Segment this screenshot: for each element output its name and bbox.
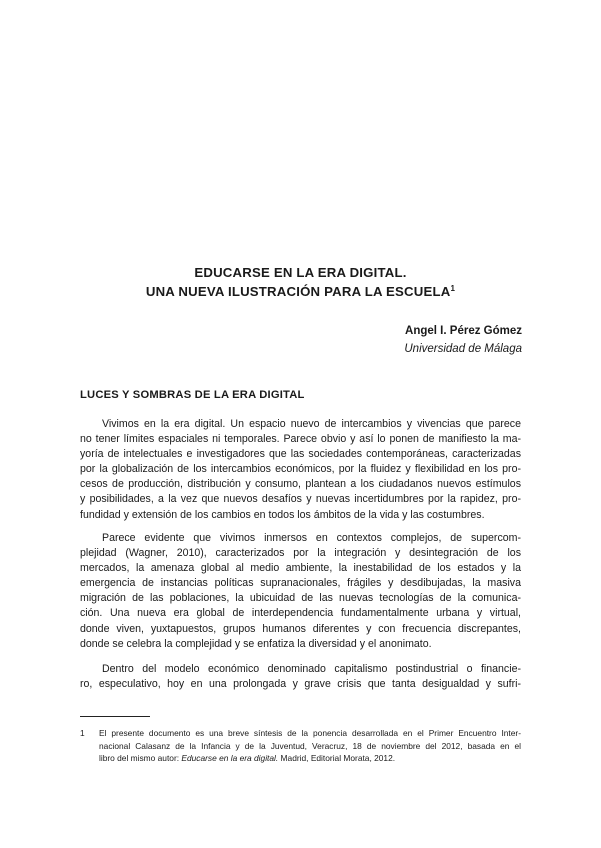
footnote-line-prefix: libro del mismo autor: xyxy=(99,753,182,764)
footnote-line xyxy=(99,752,521,765)
section-heading: LUCES Y SOMBRAS DE LA ERA DIGITAL xyxy=(80,389,305,401)
footnote-divider xyxy=(80,716,150,717)
paragraph-line: yoría de intelectuales e investigadores que las sociedades contemporáneas, caracterizadas xyxy=(80,448,521,461)
paragraph-line: fundidad y extensión de los cambios en todos los ámbitos de la vida y las costumbres. xyxy=(80,508,485,521)
paragraph-line: migración de las poblaciones, la ubicuidad de las nuevas tecnologías de la comunica- xyxy=(80,592,521,605)
paragraph-line: ro, especulativo, hoy en una prolongada y grave crisis que tanta desigualdad y sufri- xyxy=(80,678,521,691)
footnote-line-suffix: Madrid, Editorial Morata, 2012. xyxy=(278,753,396,764)
footnote xyxy=(80,727,521,765)
author-name: Angel I. Pérez Gómez xyxy=(405,325,522,337)
footnote-number: 1 xyxy=(80,728,85,738)
paragraph-line: plejidad (Wagner, 2010), caracterizados por la integración y desintegración de los xyxy=(80,547,521,560)
book-title: Educarse en la era digital. xyxy=(181,753,279,764)
chapter-title-line-1: EDUCARSE EN LA ERA DIGITAL. xyxy=(194,265,407,280)
chapter-title-line-2-text: UNA NUEVA ILUSTRACIÓN PARA LA ESCUELA xyxy=(145,284,451,299)
paragraph-line: donde viven, yuxtapuestos, grupos humanos diferentes y con frecuencia discrepantes, xyxy=(80,622,521,635)
paragraph-line: ción. Una nueva era global de interdependencia fundamentalmente urbana y virtual, xyxy=(80,607,521,620)
author-block xyxy=(404,322,522,358)
paragraph-line: cesos de producción, distribución y consumo, plantean a los ciudadanos nuevos estímulos xyxy=(80,478,521,491)
paragraph-line: Vivimos en la era digital. Un espacio nuevo de intercambios y vivencias que parece xyxy=(102,418,521,430)
author-affiliation: Universidad de Málaga xyxy=(404,343,522,355)
paragraph-line: por la globalización de los intercambios económicos, por la fluidez y flexibilidad en los pro- xyxy=(80,463,521,476)
chapter-title-line-2 xyxy=(80,282,521,301)
chapter-title xyxy=(80,263,521,301)
paragraph-1 xyxy=(80,417,521,523)
paragraph-line: Parece evidente que vivimos inmersos en contextos complejos, de supercom- xyxy=(102,532,521,544)
paragraph-line: donde se celebra la complejidad y se enfatiza la diversidad y el anonimato. xyxy=(80,637,432,650)
paragraph-line: no tener límites espaciales ni temporales. Parece obvio y así lo ponen de manifiesto la ma- xyxy=(80,433,521,446)
footnote-reference: 1 xyxy=(450,284,456,293)
paragraph-line: Dentro del modelo económico denominado capitalismo postindustrial o financie- xyxy=(102,663,521,675)
footnote-line: nacional Calasanz de la Infancia y de la Juventud, Veracruz, 18 de noviembre del 2012, basada en el xyxy=(99,740,521,751)
paragraph-line: y posibilidades, a la vez que nuevos desafíos y nuevas incertidumbres por la rapidez, pro- xyxy=(80,493,521,506)
footnote-text xyxy=(99,727,521,765)
paragraph-2 xyxy=(80,531,521,652)
paragraph-line: emergencia de instancias políticas supranacionales, frágiles y desdibujadas, la masiva xyxy=(80,577,521,590)
paragraph-3 xyxy=(80,662,521,692)
paragraph-line: mercados, la amenaza global al medio ambiente, la inestabilidad de los estados y la xyxy=(80,562,521,575)
footnote-line: El presente documento es una breve síntesis de la ponencia desarrollada en el Primer Encuentro Inter- xyxy=(99,728,521,738)
